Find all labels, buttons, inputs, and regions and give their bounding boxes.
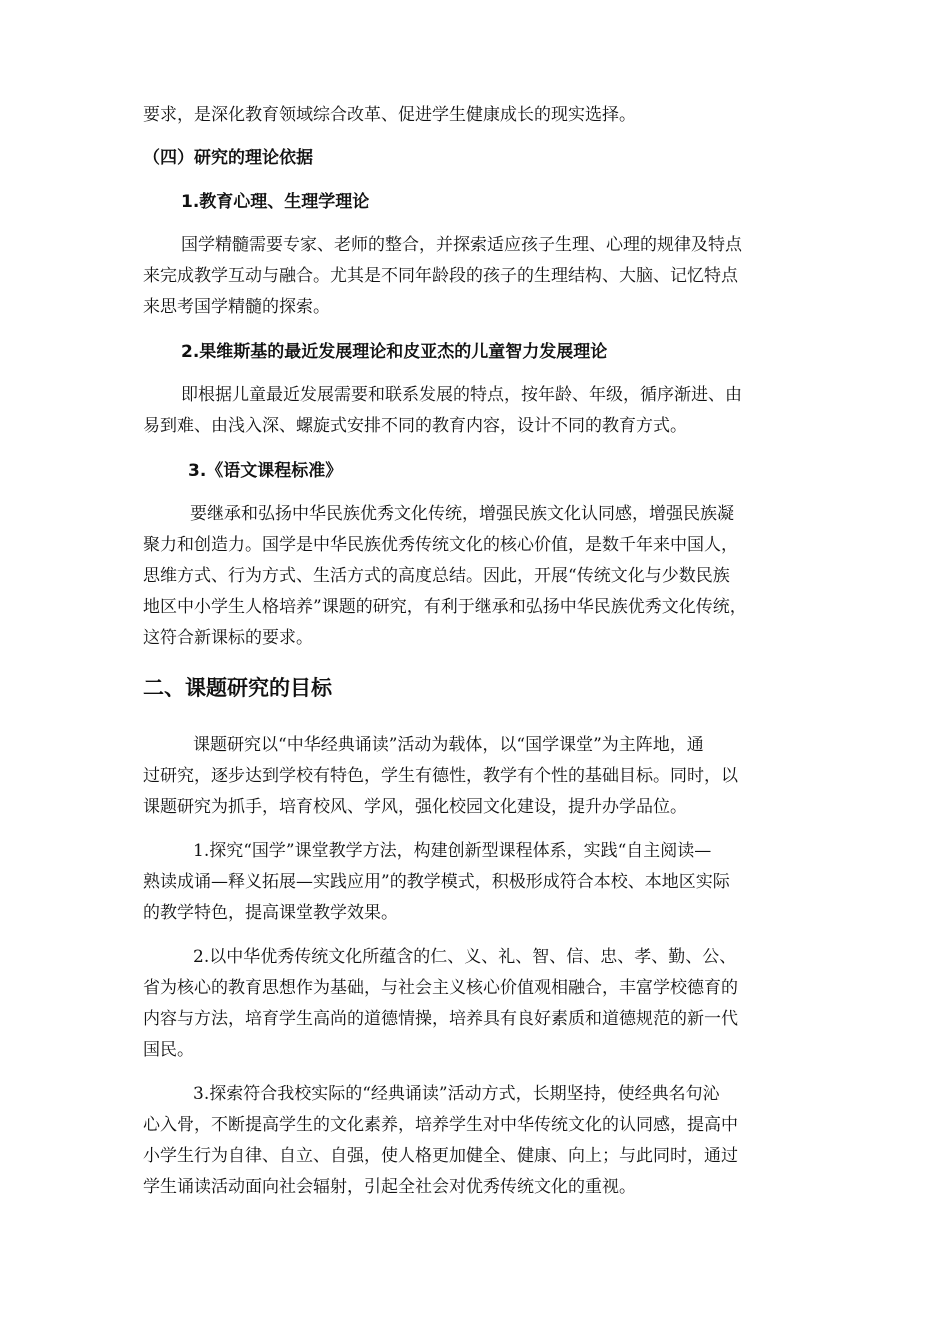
paragraph-line: 来思考国学精髓的探索。 [143, 297, 330, 317]
paragraph-line: 的教学特色，提高课堂教学效果。 [143, 903, 398, 923]
theory3-heading: 3.《语文课程标准》 [188, 461, 343, 481]
paragraph-line: 聚力和创造力。国学是中华民族优秀传统文化的核心价值，是数千年来中国人， [143, 535, 738, 555]
paragraph-line: 课题研究为抓手，培育校风、学风，强化校园文化建设，提升办学品位。 [143, 797, 687, 817]
paragraph-line: 即根据儿童最近发展需要和联系发展的特点，按年龄、年级，循序渐进、由 [181, 385, 742, 405]
paragraph-line: 3.探索符合我校实际的“经典诵读”活动方式，长期坚持，使经典名句沁 [193, 1084, 720, 1104]
paragraph-line: 2.以中华优秀传统文化所蕴含的仁、义、礼、智、信、忠、孝、勤、公、 [193, 947, 737, 967]
theory2-heading: 2.果维斯基的最近发展理论和皮亚杰的儿童智力发展理论 [181, 342, 608, 362]
paragraph-line: 心入骨，不断提高学生的文化素养，培养学生对中华传统文化的认同感，提高中 [143, 1115, 738, 1135]
paragraph-line: 来完成教学互动与融合。尤其是不同年龄段的孩子的生理结构、大脑、记忆特点 [143, 266, 738, 286]
theory1-heading: 1.教育心理、生理学理论 [181, 192, 370, 212]
paragraph-line: 内容与方法，培育学生高尚的道德情操，培养具有良好素质和道德规范的新一代 [143, 1009, 738, 1029]
paragraph-line: 要继承和弘扬中华民族优秀文化传统，增强民族文化认同感，增强民族凝 [190, 504, 734, 524]
paragraph-line: 易到难、由浅入深、螺旋式安排不同的教育内容，设计不同的教育方式。 [143, 416, 687, 436]
paragraph-line: 小学生行为自律、自立、自强，使人格更加健全、健康、向上；与此同时，通过 [143, 1146, 738, 1166]
paragraph-line: 学生诵读活动面向社会辐射，引起全社会对优秀传统文化的重视。 [143, 1177, 636, 1197]
paragraph-line: 国学精髓需要专家、老师的整合，并探索适应孩子生理、心理的规律及特点 [181, 235, 742, 255]
paragraph-line: 国民。 [143, 1040, 194, 1060]
paragraph-line: 过研究，逐步达到学校有特色，学生有德性，教学有个性的基础目标。同时，以 [143, 766, 738, 786]
paragraph-line: 熟读成诵—释义拓展—实践应用”的教学模式，积极形成符合本校、本地区实际 [143, 872, 730, 892]
paragraph-line: 1.探究“国学”课堂教学方法，构建创新型课程体系，实践“自主阅读— [193, 841, 712, 861]
paragraph-line: 地区中小学生人格培养”课题的研究，有利于继承和弘扬中华民族优秀文化传统， [143, 597, 747, 617]
paragraph-line: 省为核心的教育思想作为基础，与社会主义核心价值观相融合，丰富学校德育的 [143, 978, 738, 998]
chapter-heading: 二、课题研究的目标 [143, 676, 332, 700]
section-heading: （四）研究的理论依据 [143, 148, 313, 168]
paragraph-line: 思维方式、行为方式、生活方式的高度总结。因此，开展“传统文化与少数民族 [143, 566, 730, 586]
paragraph-line: 课题研究以“中华经典诵读”活动为载体，以“国学课堂”为主阵地，通 [193, 735, 704, 755]
intro-tail-text: 要求，是深化教育领域综合改革、促进学生健康成长的现实选择。 [143, 105, 636, 125]
paragraph-line: 这符合新课标的要求。 [143, 628, 313, 648]
